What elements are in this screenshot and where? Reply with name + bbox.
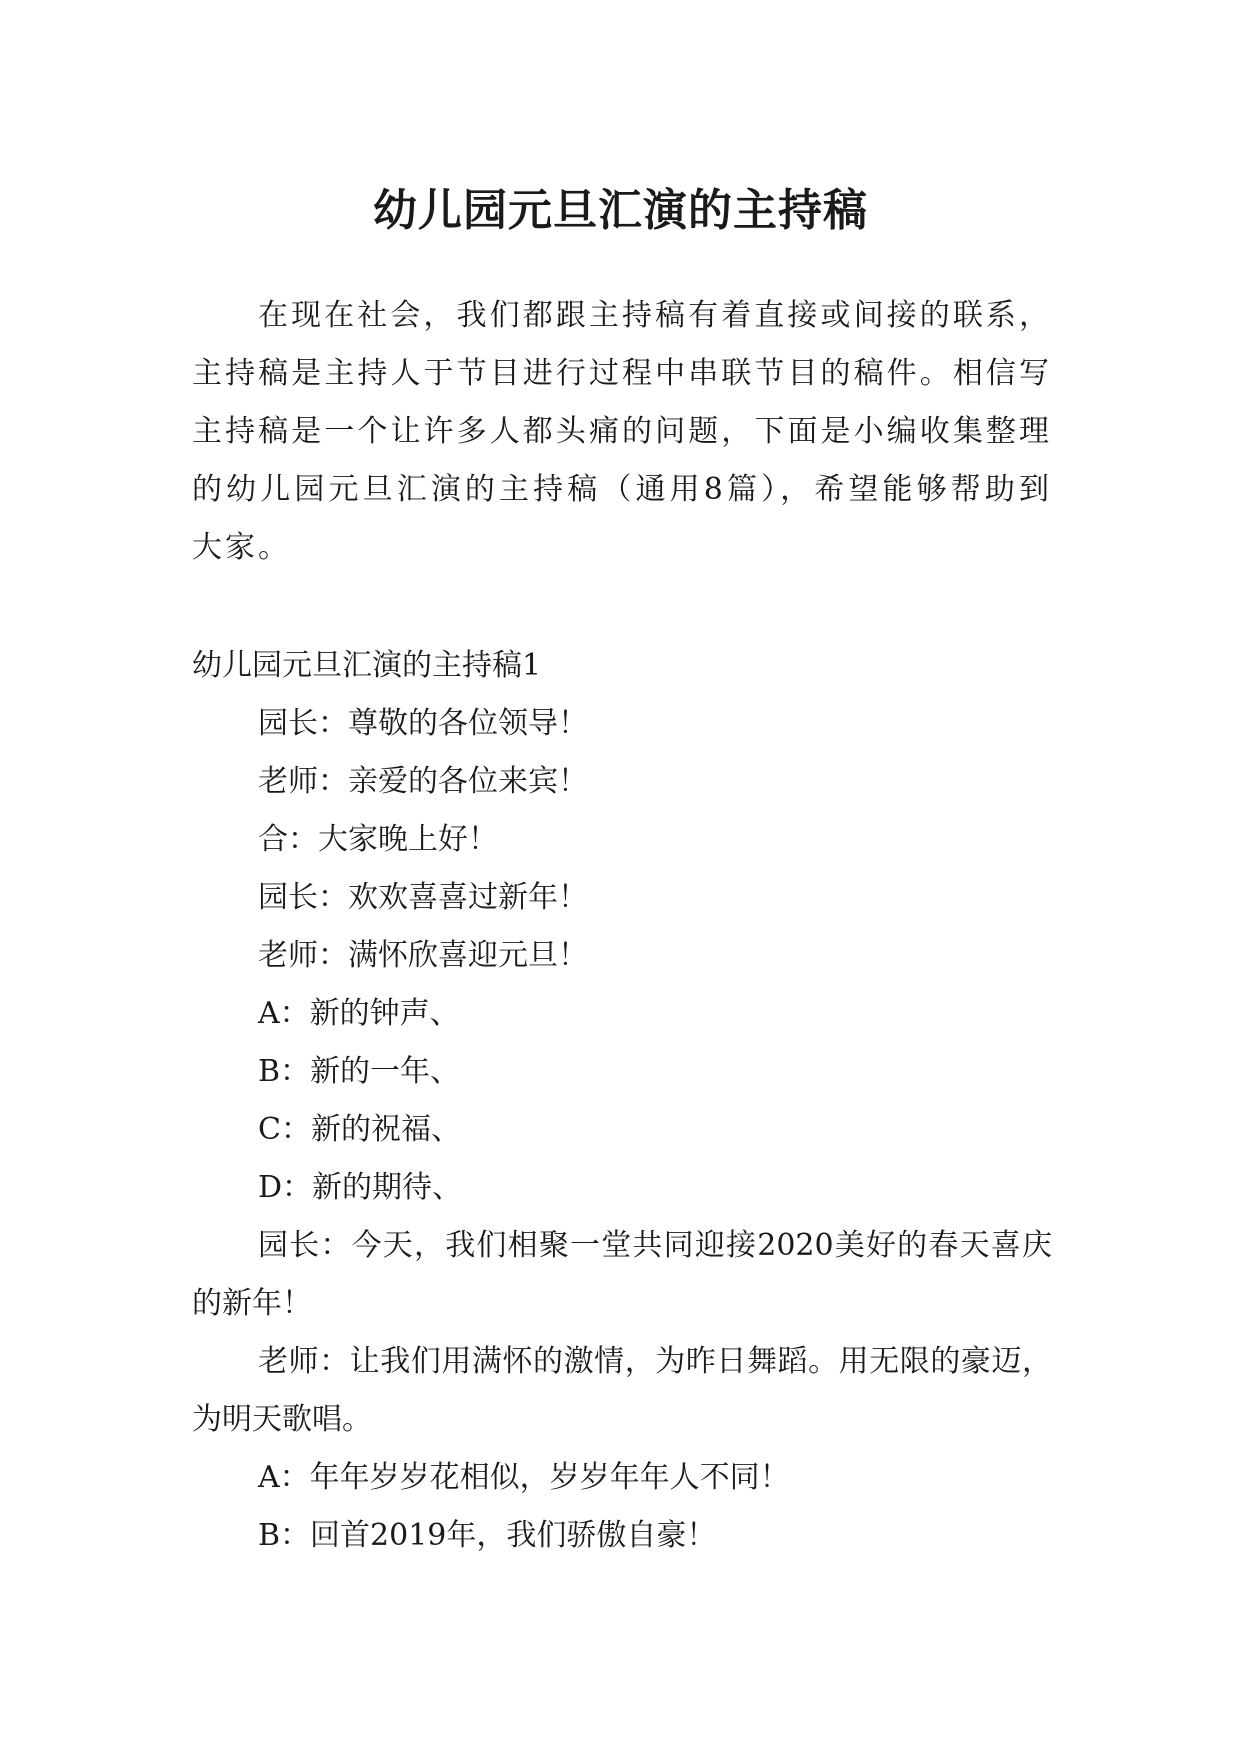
script-line: B：回首2019年，我们骄傲自豪！ [258,1518,717,1553]
script-line: D：新的期待、 [258,1170,463,1205]
script-lines [192,695,1052,1565]
script-line: 园长：欢欢喜喜过新年！ [258,880,588,915]
script-line: 园长：尊敬的各位领导！ [258,706,588,741]
intro-paragraph: 在现在社会，我们都跟主持稿有着直接或间接的联系，主持稿是主持人于节目进行过程中串联节目的稿件。相信写主持稿是一个让许多人都头痛的问题，下面是小编收集整理的幼儿园元旦汇演的主持稿（通用8篇），希望能够帮助到大家。 [192,298,1052,565]
script-line: 老师：让我们用满怀的激情，为昨日舞蹈。用无限的豪迈，为明天歌唱。 [192,1344,1052,1437]
script-line: A：年年岁岁花相似，岁岁年年人不同！ [258,1460,790,1495]
script-line: B：新的一年、 [258,1054,461,1089]
document-title: 幼儿园元旦汇演的主持稿 [373,185,868,237]
script-line: C：新的祝福、 [258,1112,461,1147]
script-line: 合：大家晚上好！ [258,822,498,857]
script-line: 老师：满怀欣喜迎元旦！ [258,938,588,973]
script-line: 老师：亲爱的各位来宾！ [258,764,588,799]
section-heading: 幼儿园元旦汇演的主持稿1 [192,648,542,683]
script-line: 园长：今天，我们相聚一堂共同迎接2020美好的春天喜庆的新年！ [192,1228,1052,1321]
script-line: A：新的钟声、 [258,996,460,1031]
